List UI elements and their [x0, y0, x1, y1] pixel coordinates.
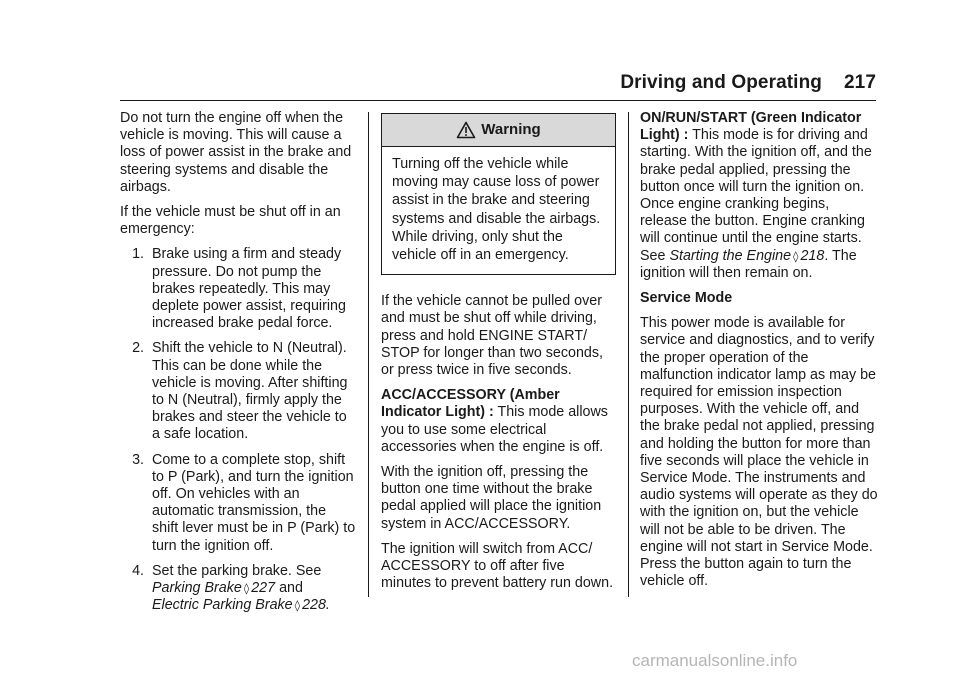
- page-header: [120, 72, 876, 98]
- warning-box: [381, 113, 616, 275]
- warning-title: Warning: [481, 121, 541, 139]
- starting-engine-link[interactable]: Starting the Engine: [669, 247, 792, 264]
- page-reference-arrow-icon: ◊: [243, 582, 250, 596]
- page-number: 217: [843, 72, 876, 93]
- step-2: 2. Shift the vehicle to N (Neutral). This can be done while the vehicle is moving. After shifting to N (Neutral), firmly apply the brakes and steer the vehicle to a safe location.: [132, 340, 348, 443]
- on-run-start-paragraph: ON/RUN/START (Green Indicator Light) : This mode is for driving and starting. With the ignition off, and the brake pedal applied, pressing the button once will turn the ignition on. Once engine cranking begins, release the button. Engine cranking will continue until the engine starts. See Starting the Engine ◊ 218. The ignition will then remain on.: [640, 110, 872, 281]
- section-title: Driving and Operating: [620, 72, 822, 93]
- parking-brake-link[interactable]: Parking Brake: [152, 580, 242, 597]
- step-4: 4. Set the parking brake. See Parking Brake ◊ 227 and Electric Parking Brake ◊ 228.: [132, 562, 330, 614]
- step-3: 3. Come to a complete stop, shift to P (Park), and turn the ignition off. On vehicles with an automatic transmission, the shift lever must be in P (Park) to turn the ignition off.: [132, 451, 356, 554]
- parking-brake-page[interactable]: 227: [251, 580, 276, 597]
- electric-parking-brake-link[interactable]: Electric Parking Brake: [152, 597, 293, 614]
- acc-mode-term: ACC/ACCESSORY (Amber Indicator Light) :: [381, 387, 560, 421]
- column-divider-right: [628, 112, 629, 597]
- column-3: [640, 110, 880, 598]
- service-mode-paragraph: This power mode is available for service and diagnostics, and to verify the proper operation of the malfunction indicator lamp as may be required for emission inspection purposes. With the vehicle off, and the brake pedal not applied, pressing and holding the button for more than five seconds will place the vehicle in Service Mode. The instruments and audio systems will operate as they do with the ignition on, but the vehicle will not be able to be driven. The engine will not start in Service Mode. Press the button again to turn the vehicle off.: [640, 315, 878, 590]
- step-1: 1. Brake using a firm and steady pressure. Do not pump the brakes repeatedly. This may deplete power assist, requiring increased brake pedal force.: [132, 246, 346, 332]
- electric-parking-brake-page[interactable]: 228.: [302, 597, 330, 614]
- acc-activation-paragraph: With the ignition off, pressing the button one time without the brake pedal applied will place the ignition system in ACC/ACCESSORY.: [381, 464, 602, 532]
- column-divider-left: [368, 112, 369, 597]
- column-1: [120, 110, 356, 622]
- warning-text: Turning off the vehicle while moving may cause loss of power assist in the brake and steering systems and disable the airbags. While driving, only shut the vehicle off in an emergency.: [392, 156, 601, 264]
- header-rule: [120, 100, 876, 101]
- intro-paragraph: Do not turn the engine off when the vehicle is moving. This will cause a loss of power assist in the brake and steering systems and disable the airbags.: [120, 110, 352, 195]
- shutoff-while-driving-paragraph: If the vehicle cannot be pulled over and must be shut off while driving, press and hold ENGINE START/ STOP for longer than two seconds, or press twice in five seconds.: [381, 293, 603, 379]
- shutoff-steps: [120, 246, 356, 614]
- page-reference-arrow-icon: ◊: [294, 599, 301, 613]
- acc-timeout-paragraph: The ignition will switch from ACC/ ACCESSORY to off after five minutes to prevent battery run down.: [381, 540, 614, 592]
- starting-engine-page[interactable]: 218: [800, 247, 825, 264]
- warning-triangle-icon: [456, 121, 476, 139]
- column-2: [381, 110, 616, 600]
- acc-mode-paragraph: ACC/ACCESSORY (Amber Indicator Light) : This mode allows you to use some electrical accessories when the engine is off.: [381, 387, 608, 455]
- warning-header: [382, 114, 615, 147]
- emergency-intro: If the vehicle must be shut off in an emergency:: [120, 204, 341, 238]
- page-reference-arrow-icon: ◊: [793, 249, 799, 263]
- service-mode-heading: Service Mode: [640, 290, 733, 307]
- on-run-start-term: ON/RUN/START (Green Indicator Light) :: [640, 110, 862, 144]
- watermark: carmanualsonline.info: [632, 651, 798, 670]
